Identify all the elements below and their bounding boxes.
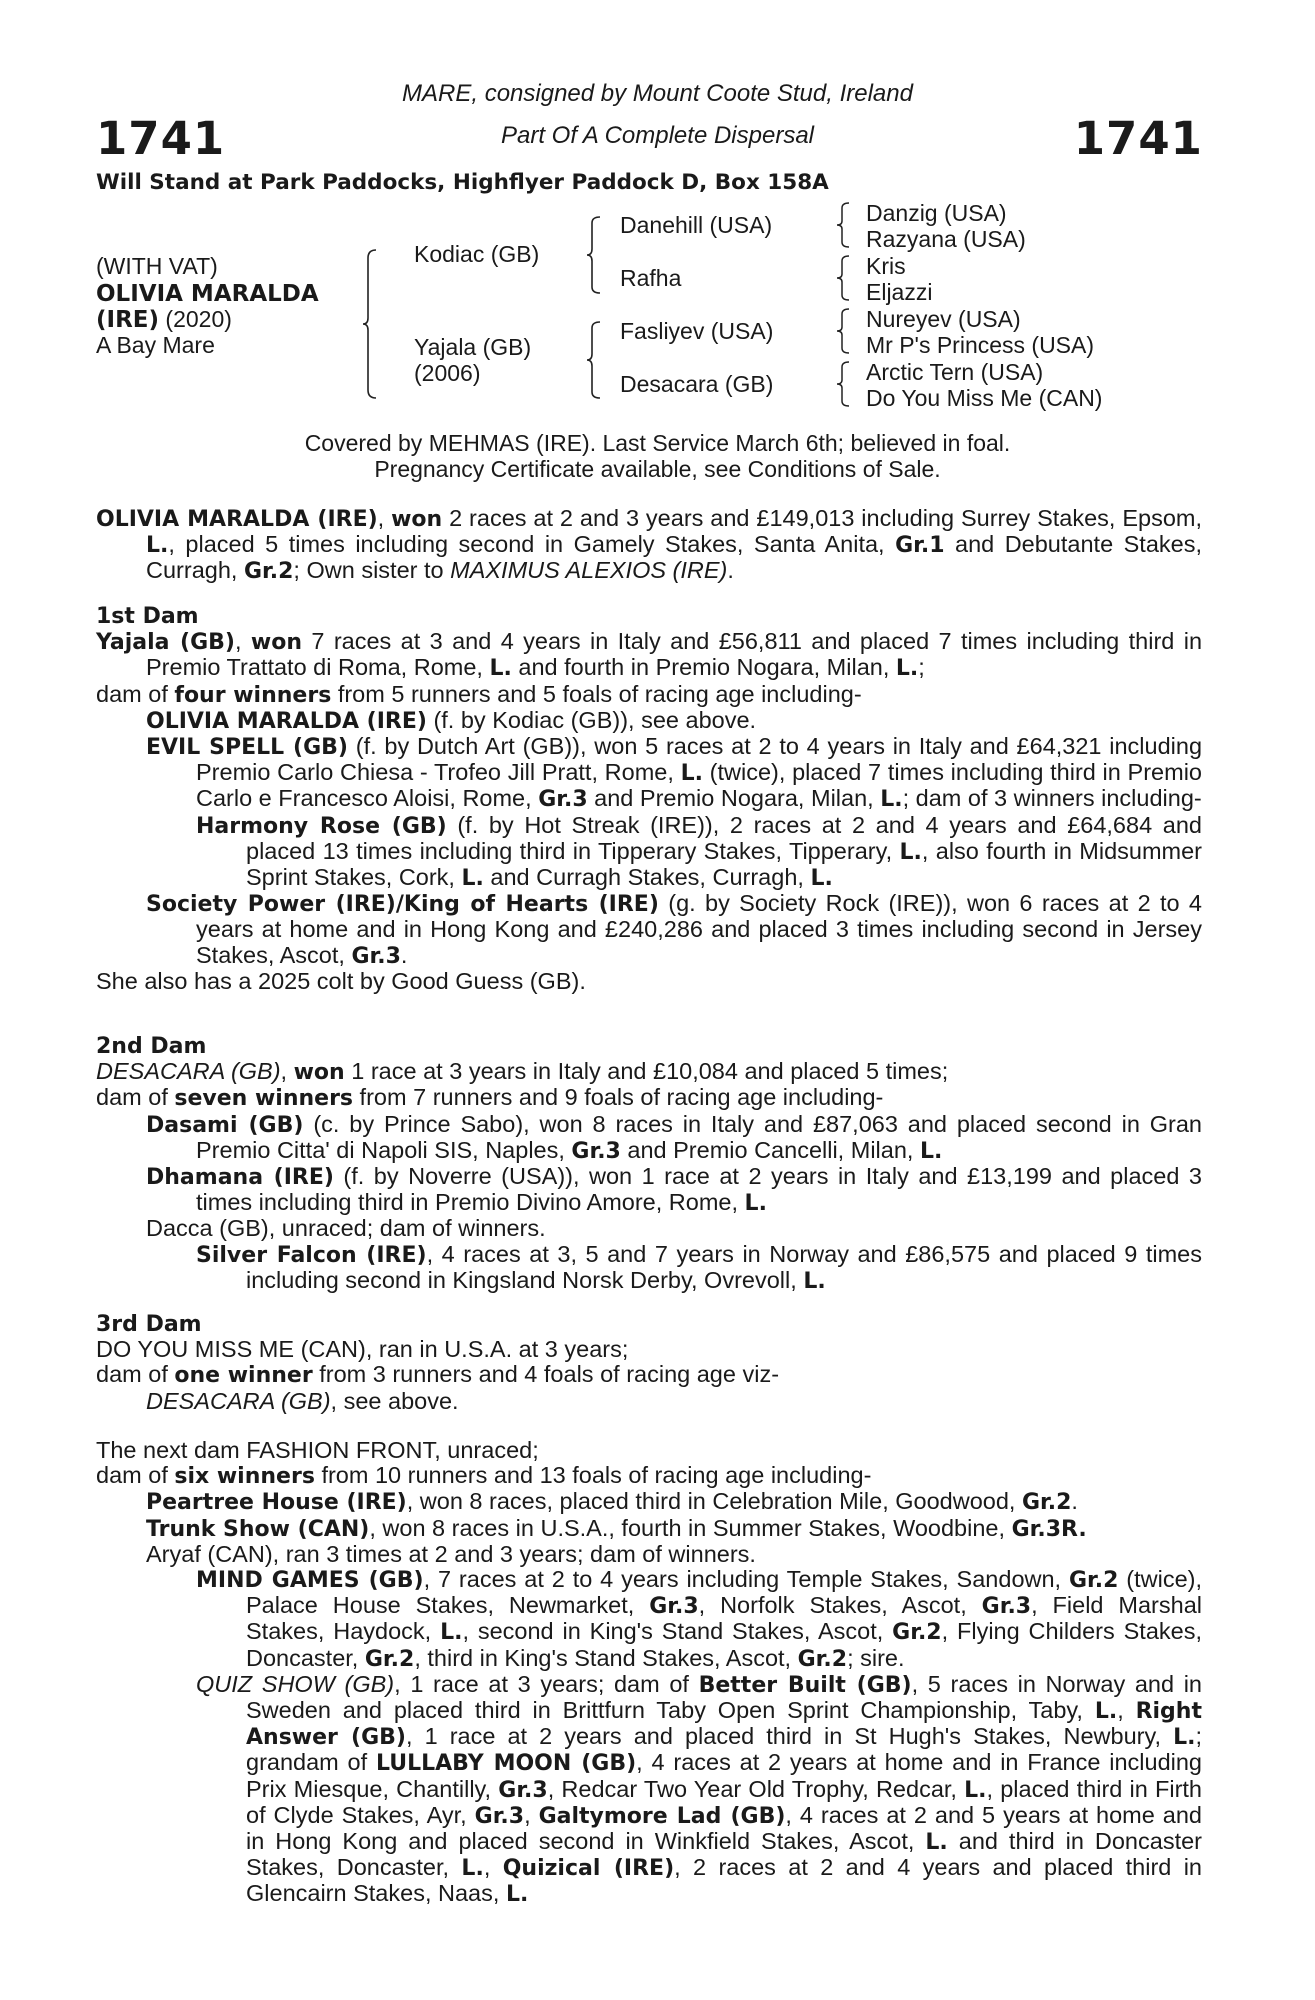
pregnancy-line: Pregnancy Certificate available, see Conditions of Sale. — [374, 456, 941, 482]
dam-dam: Desacara (GB) — [620, 371, 774, 397]
g4-ancestor: Nureyev (USA) — [866, 306, 1021, 332]
g4-ancestor: Eljazzi — [866, 279, 933, 305]
bracket-main — [362, 248, 380, 400]
bracket-g4-2 — [836, 254, 852, 304]
sire-dam: Rafha — [620, 265, 682, 291]
race-summary: OLIVIA MARALDA (IRE), won 2 races at 2 and 3 years and £149,013 including Surrey Stakes, Epsom, L., placed 5 times including second in Gamely Stakes, Santa Anita, Gr.1 and Debutante Stakes, Curragh, Gr.2; Own sister to MAXIMUS ALEXIOS (IRE). — [96, 505, 1203, 585]
horse-description: A Bay Mare — [96, 332, 215, 358]
sire-name: Kodiac (GB) — [414, 241, 540, 267]
first-dam-heading: 1st Dam — [96, 604, 199, 629]
covered-line: Covered by MEHMAS (IRE). Last Service March 6th; believed in foal. — [304, 430, 1011, 456]
stand-location: Will Stand at Park Paddocks, Highflyer Paddock D, Box 158A — [96, 170, 829, 195]
second-dam-heading: 2nd Dam — [96, 1034, 207, 1059]
dam-name: Yajala (GB) — [414, 334, 532, 360]
next-dam-section: The next dam FASHION FRONT, unraced; dam of six winners from 10 runners and 13 foals of racing age including- Peartree House (IRE), won 8 races, placed third in Celebration Mile, Goodwood, Gr.2. Trunk Show (CAN), won 8 races in U.S.A., fourth in Summer Stakes, Woodbine, Gr.3R. Aryaf (CAN), ran 3 times at 2 and 3 years; dam of winners. MIND GAMES (GB), 7 races at 2 to 4 years including Temple Stakes, Sandown, Gr.2 (twice), Palace House Stakes, Newmarket, Gr.3, Norfolk Stakes, Ascot, Gr.3, Field Marshal Stakes, Haydock, L., second in King's Stand Stakes, Ascot, Gr.2, Flying Childers Stakes, Doncaster, Gr.2, third in King's Stand Stakes, Ascot, Gr.2; sire. QUIZ SHOW (GB), 1 race at 3 years; dam of Better Built (GB), 5 races in Norway and in Sweden and placed third in Brittfurn Taby Open Sprint Championship, Taby, L., Right Answer (GB), 1 race at 2 years and placed third in St Hugh's Stakes, Newbury, L.; grandam of LULLABY MOON (GB), 4 races at 2 years at home and in France including Prix Miesque, Chantilly, Gr.3, Redcar Two Year Old Trophy, Redcar, L., placed third in Firth of Clyde Stakes, Ayr, Gr.3, Galtymore Lad (GB), 4 races at 2 and 5 years at home and in Hong Kong and placed second in Winkfield Stakes, Ascot, L. and third in Doncaster Stakes, Doncaster, L., Quizical (IRE), 2 races at 2 and 4 years and placed third in Glencairn Stakes, Naas, L. — [96, 1437, 1203, 1908]
bracket-dam — [586, 320, 604, 400]
third-dam-heading: 3rd Dam — [96, 1312, 202, 1337]
g4-ancestor: Danzig (USA) — [866, 200, 1007, 226]
g4-ancestor: Mr P's Princess (USA) — [866, 332, 1095, 358]
dispersal-line: Part Of A Complete Dispersal — [501, 122, 814, 149]
lot-number-right: 1741 — [1073, 112, 1203, 165]
second-dam-section: 2nd Dam DESACARA (GB), won 1 race at 3 years in Italy and £10,084 and placed 5 times; dam of seven winners from 7 runners and 9 foals of racing age including- Dasami (GB) (c. by Prince Sabo), won 8 races in Italy and £87,063 and placed second in Gran Premio Citta' di Napoli SIS, Naples, Gr.3 and Premio Cancelli, Milan, L. Dhamana (IRE) (f. by Noverre (USA)), won 1 race at 2 years in Italy and £13,199 and placed 3 times including third in Premio Divino Amore, Rome, L. Dacca (GB), unraced; dam of winners. Silver Falcon (IRE), 4 races at 3, 5 and 7 years in Norway and £86,575 and placed 9 times including second in Kingsland Norsk Derby, Ovrevoll, L. — [96, 1034, 1203, 1294]
g4-ancestor: Razyana (USA) — [866, 226, 1026, 252]
dam-year: (2006) — [414, 360, 481, 386]
horse-name: OLIVIA MARALDA — [96, 281, 319, 307]
dam-sire: Fasliyev (USA) — [620, 318, 774, 344]
sire-sire: Danehill (USA) — [620, 212, 773, 238]
third-dam-section: 3rd Dam DO YOU MISS ME (CAN), ran in U.S.A. at 3 years; dam of one winner from 3 runners and 4 foals of racing age viz- DESACARA (GB), see above. — [96, 1312, 1202, 1414]
g4-ancestor: Do You Miss Me (CAN) — [866, 385, 1103, 411]
vat-note: (WITH VAT) — [96, 253, 218, 279]
g4-ancestor: Kris — [866, 253, 906, 279]
first-dam-section: 1st Dam Yajala (GB), won 7 races at 3 and 4 years in Italy and £56,811 and placed 7 times including third in Premio Trattato di Roma, Rome, L. and fourth in Premio Nogara, Milan, L.; dam of four winners from 5 runners and 5 foals of racing age including- OLIVIA MARALDA (IRE) (f. by Kodiac (GB)), see above. EVIL SPELL (GB) (f. by Dutch Art (GB)), won 5 races at 2 to 4 years in Italy and £64,321 including Premio Carlo Chiesa - Trofeo Jill Pratt, Rome, L. (twice), placed 7 times including third in Premio Carlo e Francesco Aloisi, Rome, Gr.3 and Premio Nogara, Milan, L.; dam of 3 winners including- Harmony Rose (GB) (f. by Hot Streak (IRE)), 2 races at 2 and 4 years and £64,684 and placed 13 times including third in Tipperary Stakes, Tipperary, L., also fourth in Midsummer Sprint Stakes, Cork, L. and Curragh Stakes, Curragh, L. Society Power (IRE)/King of Hearts (IRE) (g. by Society Rock (IRE)), won 6 races at 2 to 4 years at home and in Hong Kong and £240,286 and placed 3 times including second in Jersey Stakes, Ascot, Gr.3. She also has a 2025 colt by Good Guess (GB). — [96, 604, 1203, 994]
lot-number-left: 1741 — [96, 112, 226, 165]
bracket-sire — [586, 215, 604, 295]
bracket-g4-3 — [836, 307, 852, 357]
g4-ancestor: Arctic Tern (USA) — [866, 359, 1044, 385]
bracket-g4-4 — [836, 360, 852, 410]
consignor-line: MARE, consigned by Mount Coote Stud, Ireland — [402, 80, 913, 107]
bracket-g4-1 — [836, 201, 852, 251]
horse-name-year: (IRE) (2020) — [96, 306, 232, 333]
